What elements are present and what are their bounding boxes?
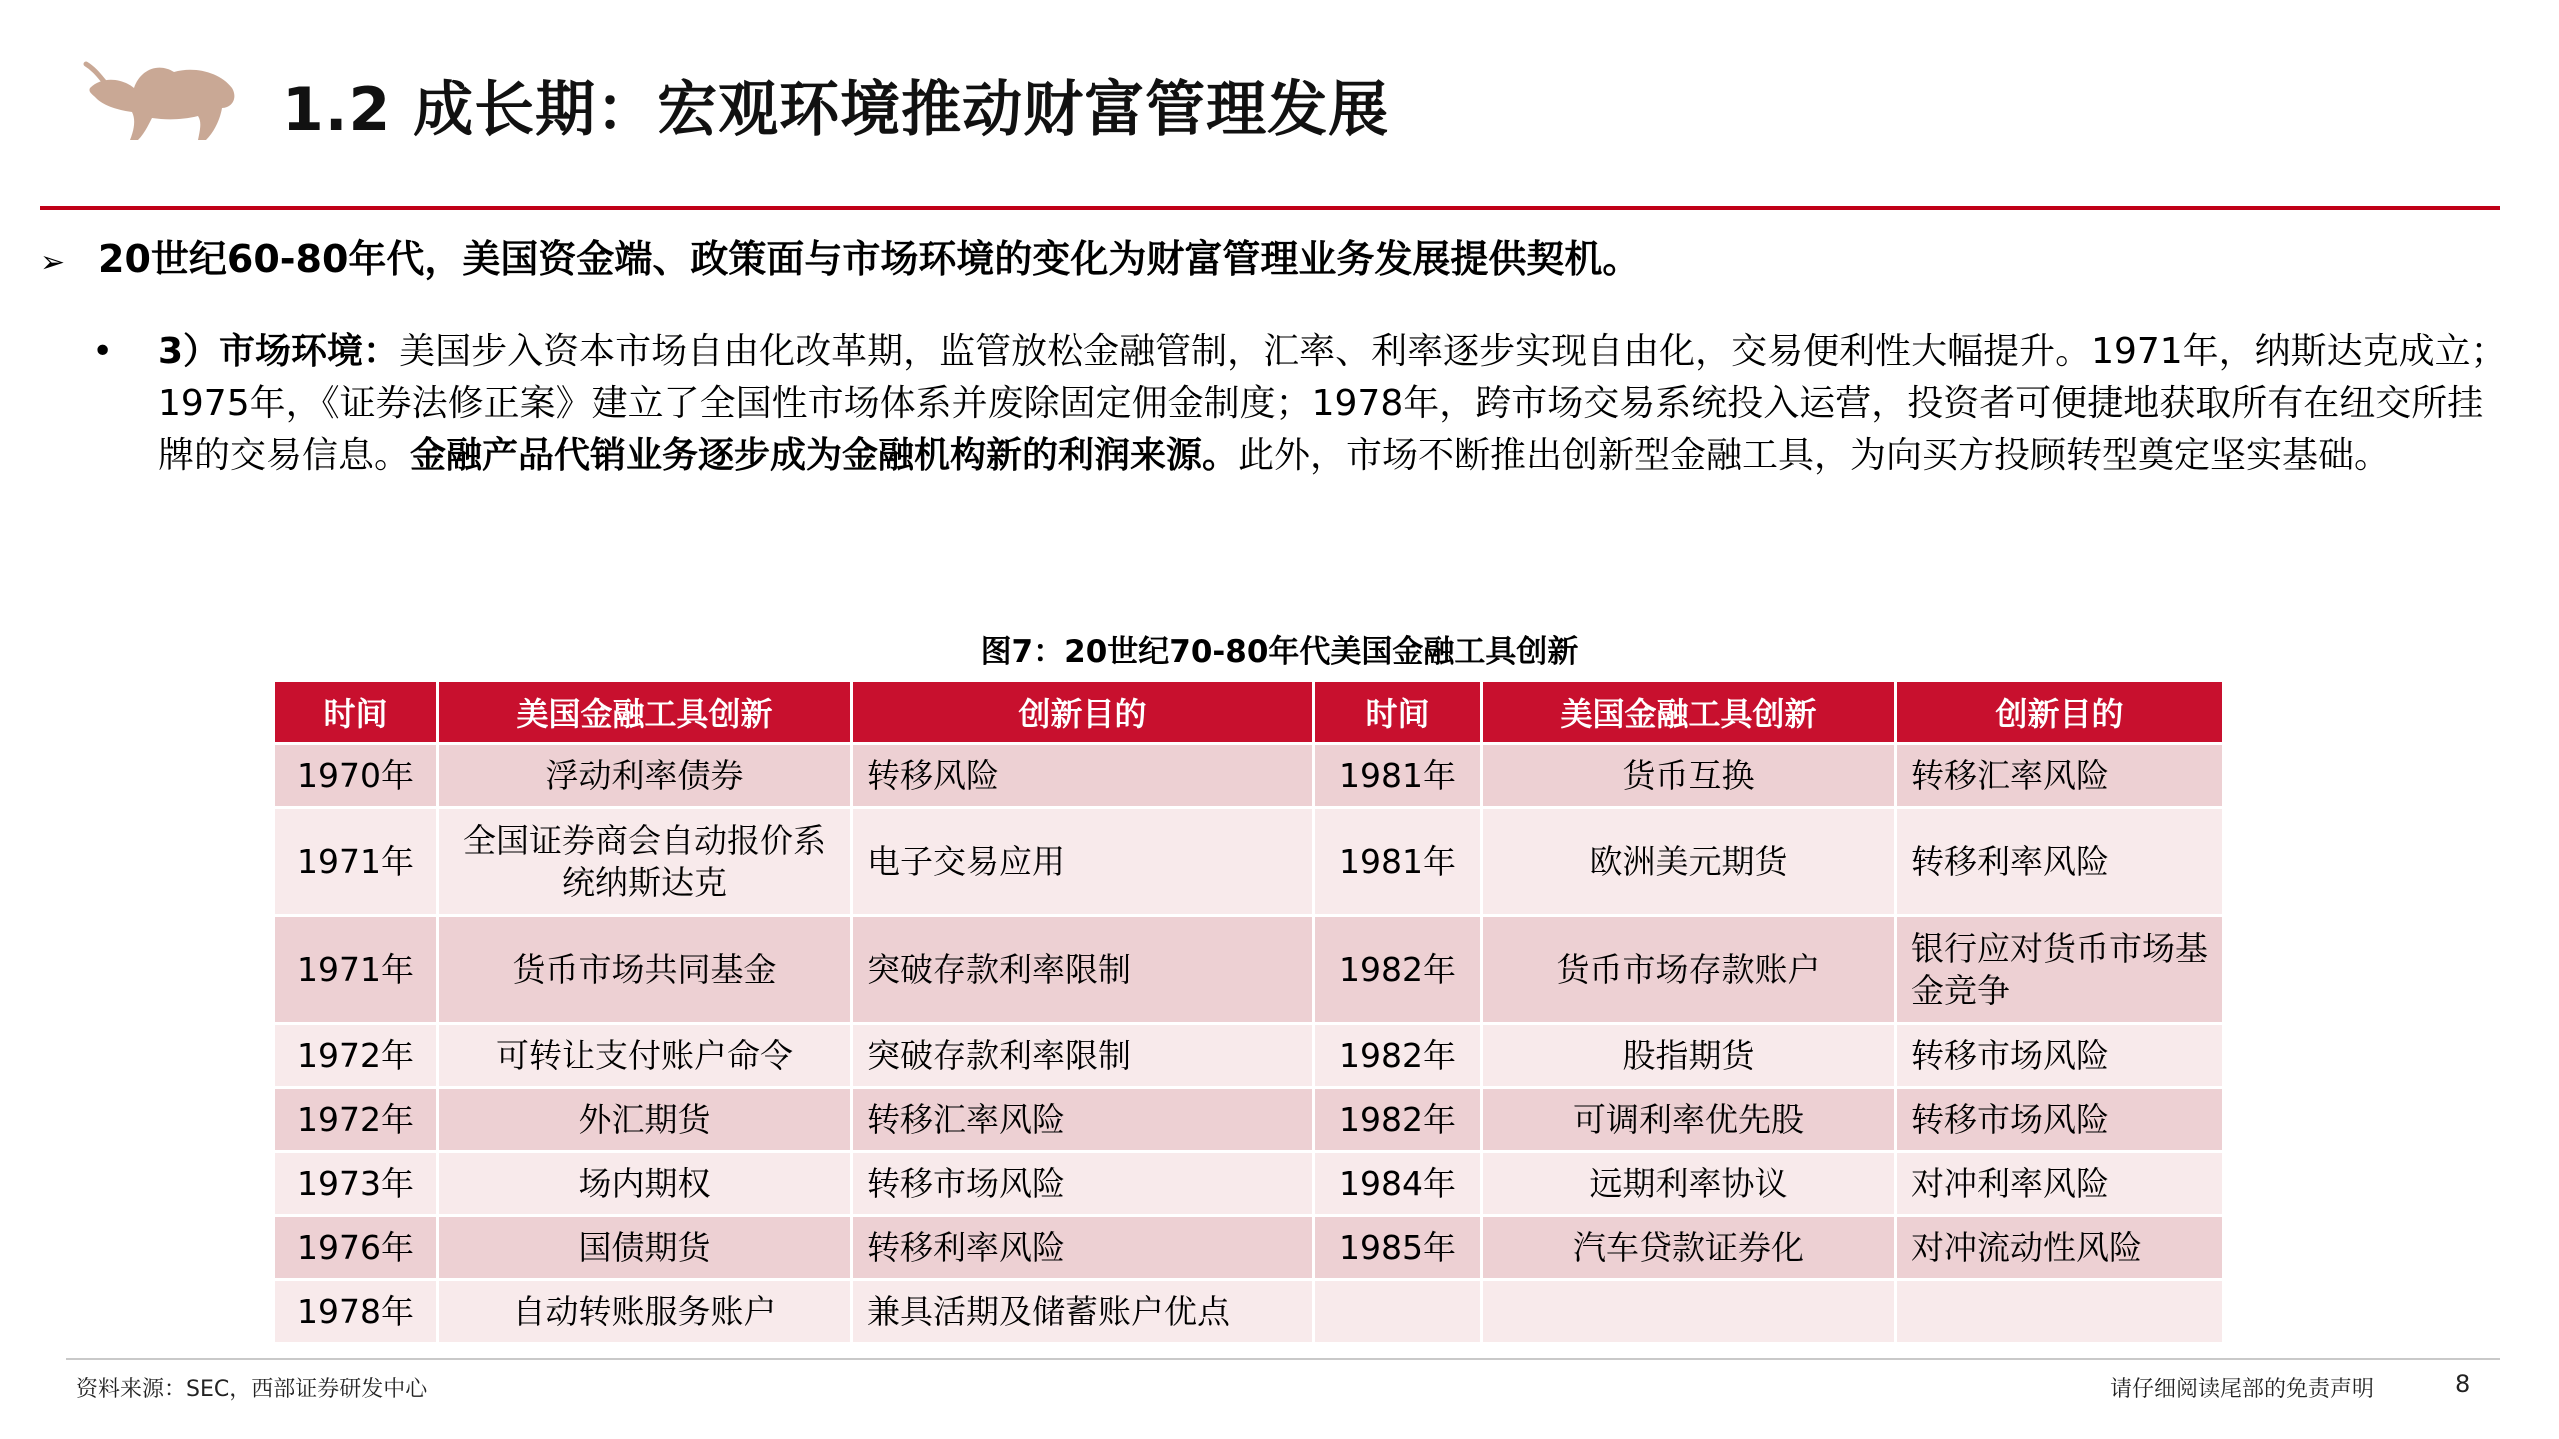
figure-caption: 图7：20世纪70-80年代美国金融工具创新 bbox=[980, 634, 1579, 670]
cell-instrument: 国债期货 bbox=[438, 1216, 852, 1280]
cell-instrument: 欧洲美元期货 bbox=[1482, 808, 1896, 916]
arrow-bullet-icon: ➢ bbox=[40, 245, 66, 280]
cell-purpose: 转移风险 bbox=[852, 744, 1314, 808]
cell-time: 1985年 bbox=[1314, 1216, 1482, 1280]
headline bbox=[40, 228, 2500, 283]
cell-purpose: 对冲利率风险 bbox=[1896, 1152, 2224, 1216]
footer-divider bbox=[66, 1358, 2500, 1360]
cell-purpose: 对冲流动性风险 bbox=[1896, 1216, 2224, 1280]
cell-instrument: 全国证券商会自动报价系统纳斯达克 bbox=[438, 808, 852, 916]
paragraph-part1: 美国步入资本市场自由化改革期，监管放松金融管制，汇率、利率逐步实现自由化，交易便利性大幅提升。1971年，纳斯达克成立；1975年，《证券法修正案》建立了全国性市场体系并废除固定佣金制度；1978年，跨市场交易系统投入运营，投资者可便捷地获取所有在纽交所挂牌的交易信息。 bbox=[158, 331, 2507, 476]
cell-purpose bbox=[1896, 1280, 2224, 1344]
cell-time: 1972年 bbox=[274, 1088, 438, 1152]
cell-instrument: 浮动利率债券 bbox=[438, 744, 852, 808]
header-purpose: 创新目的 bbox=[852, 681, 1314, 744]
cell-time: 1972年 bbox=[274, 1024, 438, 1088]
source-note: 资料来源：SEC，西部证券研发中心 bbox=[76, 1377, 428, 1402]
cell-purpose: 银行应对货币市场基金竞争 bbox=[1896, 916, 2224, 1024]
cell-instrument bbox=[1482, 1280, 1896, 1344]
cell-time: 1982年 bbox=[1314, 1024, 1482, 1088]
header-instrument: 美国金融工具创新 bbox=[438, 681, 852, 744]
bull-logo-icon bbox=[82, 58, 242, 148]
disclaimer-link[interactable]: 请仔细阅读尾部的免责声明 bbox=[2110, 1377, 2375, 1402]
cell-time: 1970年 bbox=[274, 744, 438, 808]
cell-instrument: 货币市场存款账户 bbox=[1482, 916, 1896, 1024]
paragraph-part2: 此外，市场不断推出创新型金融工具，为向买方投顾转型奠定坚实基础。 bbox=[1238, 435, 2391, 476]
paragraph-body bbox=[98, 326, 2518, 482]
table-row bbox=[274, 1216, 2224, 1280]
table-row bbox=[274, 1088, 2224, 1152]
header-time: 时间 bbox=[1314, 681, 1482, 744]
cell-instrument: 自动转账服务账户 bbox=[438, 1280, 852, 1344]
cell-instrument: 场内期权 bbox=[438, 1152, 852, 1216]
cell-instrument: 可转让支付账户命令 bbox=[438, 1024, 852, 1088]
table-row bbox=[274, 1024, 2224, 1088]
cell-purpose: 转移市场风险 bbox=[1896, 1088, 2224, 1152]
cell-time: 1982年 bbox=[1314, 1088, 1482, 1152]
cell-instrument: 可调利率优先股 bbox=[1482, 1088, 1896, 1152]
cell-time: 1984年 bbox=[1314, 1152, 1482, 1216]
title-divider bbox=[40, 206, 2500, 210]
cell-time: 1973年 bbox=[274, 1152, 438, 1216]
cell-instrument: 远期利率协议 bbox=[1482, 1152, 1896, 1216]
header-time: 时间 bbox=[274, 681, 438, 744]
page-title: 1.2 成长期：宏观环境推动财富管理发展 bbox=[282, 75, 1390, 145]
cell-time: 1978年 bbox=[274, 1280, 438, 1344]
cell-instrument: 股指期货 bbox=[1482, 1024, 1896, 1088]
cell-purpose: 突破存款利率限制 bbox=[852, 1024, 1314, 1088]
cell-purpose: 电子交易应用 bbox=[852, 808, 1314, 916]
cell-time: 1982年 bbox=[1314, 916, 1482, 1024]
table-row bbox=[274, 744, 2224, 808]
cell-time: 1981年 bbox=[1314, 744, 1482, 808]
cell-purpose: 突破存款利率限制 bbox=[852, 916, 1314, 1024]
page-number: 8 bbox=[2455, 1370, 2471, 1398]
cell-time: 1971年 bbox=[274, 916, 438, 1024]
dot-bullet-icon: • bbox=[92, 331, 114, 372]
market-environment-paragraph bbox=[92, 326, 2518, 482]
cell-time: 1971年 bbox=[274, 808, 438, 916]
cell-purpose: 转移市场风险 bbox=[852, 1152, 1314, 1216]
cell-instrument: 货币市场共同基金 bbox=[438, 916, 852, 1024]
cell-purpose: 兼具活期及储蓄账户优点 bbox=[852, 1280, 1314, 1344]
cell-time bbox=[1314, 1280, 1482, 1344]
headline-text: 20世纪60-80年代，美国资金端、政策面与市场环境的变化为财富管理业务发展提供契机。 bbox=[98, 237, 1641, 281]
cell-purpose: 转移利率风险 bbox=[852, 1216, 1314, 1280]
header-purpose: 创新目的 bbox=[1896, 681, 2224, 744]
innovation-table bbox=[272, 679, 2225, 1345]
table-row bbox=[274, 916, 2224, 1024]
cell-time: 1981年 bbox=[1314, 808, 1482, 916]
cell-purpose: 转移市场风险 bbox=[1896, 1024, 2224, 1088]
paragraph-lead: 3）市场环境： bbox=[158, 331, 400, 372]
cell-time: 1976年 bbox=[274, 1216, 438, 1280]
cell-instrument: 汽车贷款证券化 bbox=[1482, 1216, 1896, 1280]
cell-instrument: 货币互换 bbox=[1482, 744, 1896, 808]
paragraph-emphasis: 金融产品代销业务逐步成为金融机构新的利润来源。 bbox=[410, 435, 1239, 476]
cell-purpose: 转移汇率风险 bbox=[1896, 744, 2224, 808]
table-row bbox=[274, 1152, 2224, 1216]
cell-purpose: 转移汇率风险 bbox=[852, 1088, 1314, 1152]
cell-instrument: 外汇期货 bbox=[438, 1088, 852, 1152]
table-row bbox=[274, 1280, 2224, 1344]
cell-purpose: 转移利率风险 bbox=[1896, 808, 2224, 916]
table-header-row bbox=[274, 681, 2224, 744]
header-instrument: 美国金融工具创新 bbox=[1482, 681, 1896, 744]
table-row bbox=[274, 808, 2224, 916]
